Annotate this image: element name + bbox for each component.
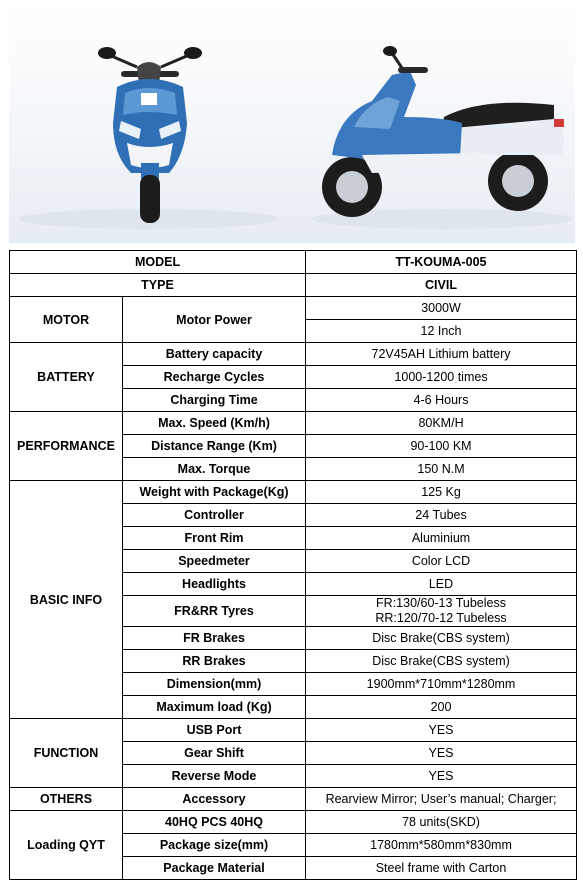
model-row [10,251,577,274]
scooter-side-photo [292,5,575,243]
spec-value: Aluminium [306,527,577,550]
spec-value: Disc Brake(CBS system) [306,650,577,673]
spec-label: Max. Speed (Km/h) [123,412,306,435]
type-label: TYPE [10,274,306,297]
spec-label: Recharge Cycles [123,366,306,389]
spec-table [9,250,577,880]
spec-label: Max. Torque [123,458,306,481]
spec-label: USB Port [123,719,306,742]
spec-label: Maximum load (Kg) [123,696,306,719]
spec-label: Gear Shift [123,742,306,765]
spec-value: YES [306,719,577,742]
spec-value: 12 Inch [306,320,577,343]
spec-value: Steel frame with Carton [306,857,577,880]
spec-row [10,412,577,435]
spec-value: 200 [306,696,577,719]
spec-value: 3000W [306,297,577,320]
spec-value: 1000-1200 times [306,366,577,389]
spec-label: Controller [123,504,306,527]
spec-label: Front Rim [123,527,306,550]
spec-label: Charging Time [123,389,306,412]
spec-label: Distance Range (Km) [123,435,306,458]
spec-value: 150 N.M [306,458,577,481]
group-label: BATTERY [10,343,123,412]
spec-label: Accessory [123,788,306,811]
spec-row [10,811,577,834]
spec-label: Battery capacity [123,343,306,366]
spec-label: Dimension(mm) [123,673,306,696]
spec-value: 72V45AH Lithium battery [306,343,577,366]
type-row [10,274,577,297]
spec-value: 24 Tubes [306,504,577,527]
spec-label: Package Material [123,857,306,880]
spec-value: 1900mm*710mm*1280mm [306,673,577,696]
spec-value: 1780mm*580mm*830mm [306,834,577,857]
model-value: TT-KOUMA-005 [306,251,577,274]
spec-value: 125 Kg [306,481,577,504]
spec-row [10,719,577,742]
spec-label: FR Brakes [123,627,306,650]
spec-row [10,297,577,320]
spec-label: Reverse Mode [123,765,306,788]
spec-label: Package size(mm) [123,834,306,857]
spec-row [10,343,577,366]
product-photos [9,5,575,243]
group-label: MOTOR [10,297,123,343]
spec-label: Speedmeter [123,550,306,573]
group-label: BASIC INFO [10,481,123,719]
scooter-front-photo [9,5,292,243]
model-label: MODEL [10,251,306,274]
type-value: CIVIL [306,274,577,297]
spec-label: RR Brakes [123,650,306,673]
group-label: PERFORMANCE [10,412,123,481]
spec-label: FR&RR Tyres [123,596,306,627]
spec-value: YES [306,765,577,788]
spec-value: LED [306,573,577,596]
spec-value-line: RR:120/70-12 Tubeless [375,611,507,625]
spec-label: Weight with Package(Kg) [123,481,306,504]
group-label: Loading QYT [10,811,123,880]
spec-value [306,596,577,627]
spec-value: 80KM/H [306,412,577,435]
spec-value-line: FR:130/60-13 Tubeless [376,596,506,610]
spec-label: 40HQ PCS 40HQ [123,811,306,834]
spec-value: Disc Brake(CBS system) [306,627,577,650]
spec-value: 78 units(SKD) [306,811,577,834]
spec-row [10,788,577,811]
spec-label: Headlights [123,573,306,596]
spec-label: Motor Power [123,297,306,343]
spec-value: Color LCD [306,550,577,573]
spec-row [10,481,577,504]
spec-value: YES [306,742,577,765]
spec-value: 4-6 Hours [306,389,577,412]
spec-value: Rearview Mirror; User’s manual; Charger; [306,788,577,811]
group-label: OTHERS [10,788,123,811]
spec-value: 90-100 KM [306,435,577,458]
group-label: FUNCTION [10,719,123,788]
